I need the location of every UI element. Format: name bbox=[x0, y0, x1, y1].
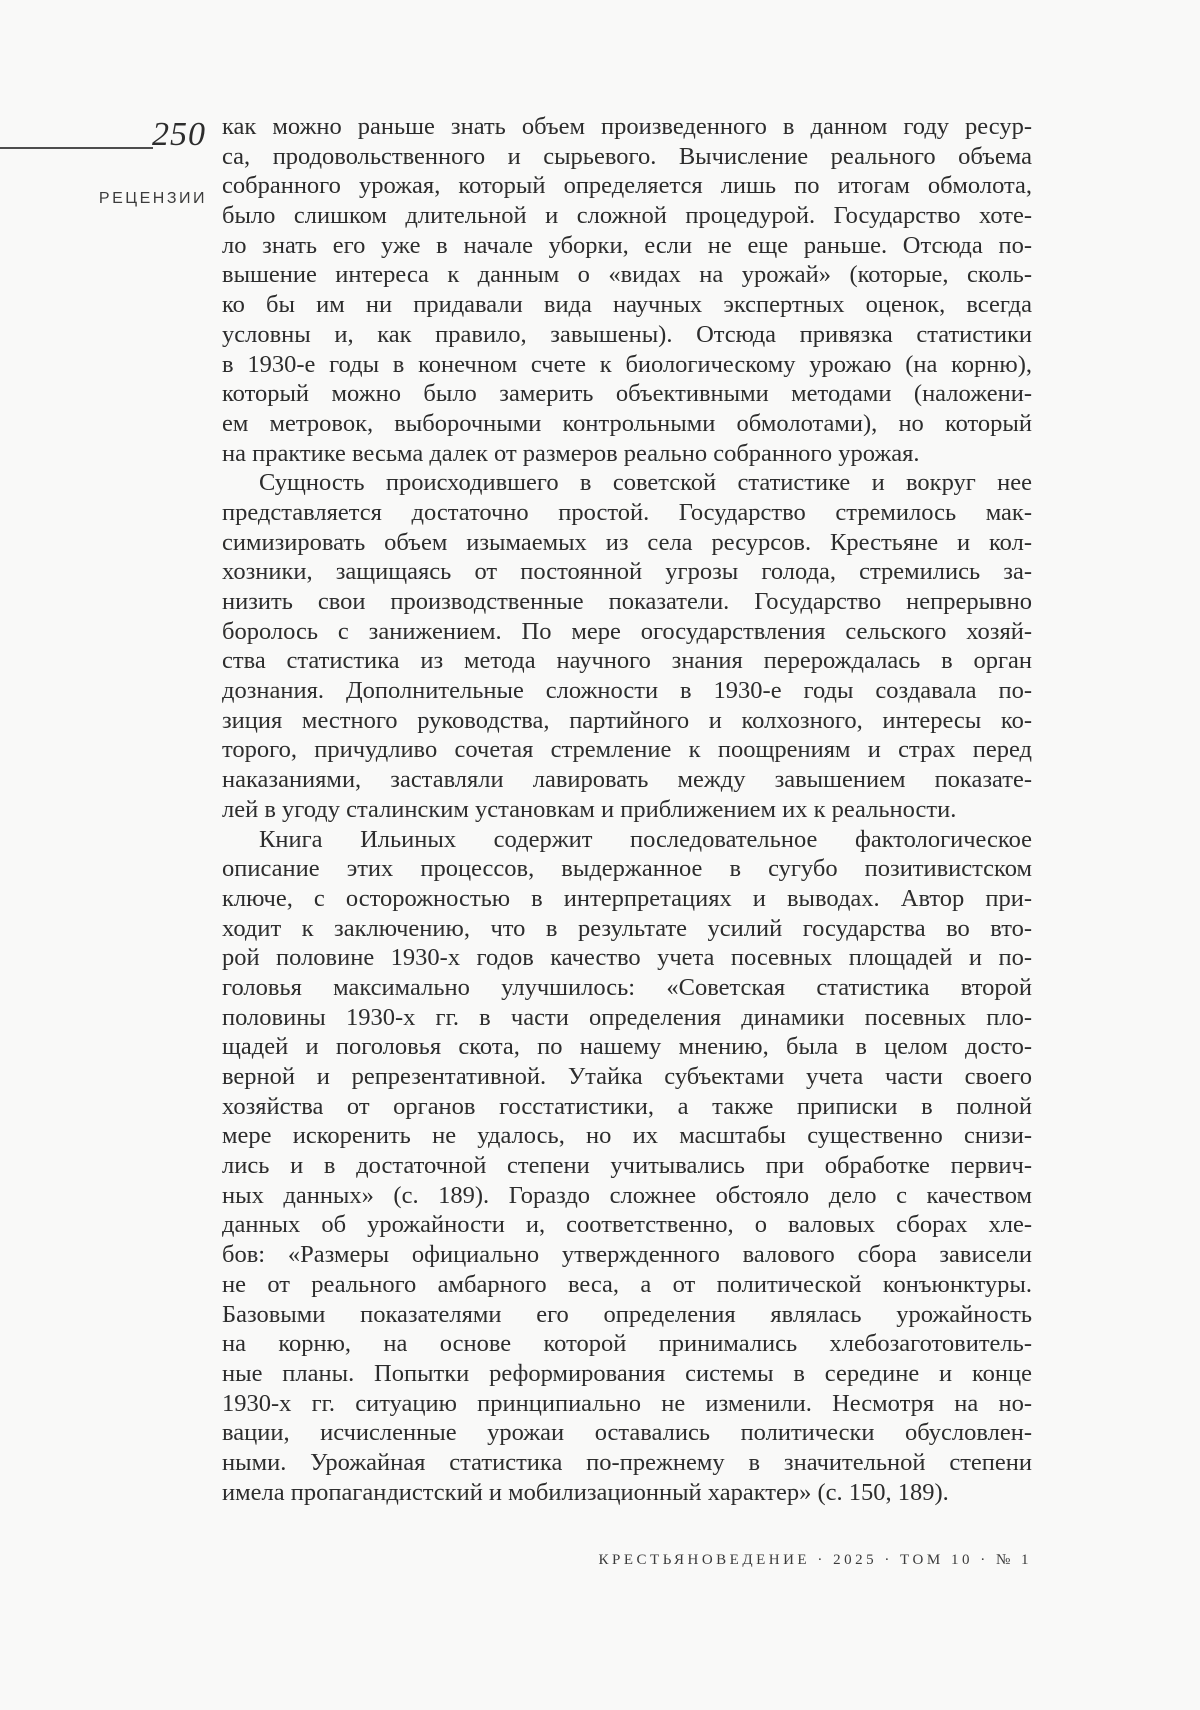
text-line: на практике весьма далек от размеров реально собранного урожая. bbox=[222, 439, 920, 467]
text-line: имела пропагандистский и мобилизационный характер» (с. 150, 189). bbox=[222, 1478, 949, 1506]
page-number: 250 bbox=[152, 116, 206, 153]
journal-footer: КРЕСТЬЯНОВЕДЕНИЕ · 2025 · ТОМ 10 · № 1 bbox=[598, 1552, 1032, 1568]
text-line: ло знать его уже в начале уборки, если не еще раньше. Отсюда по- bbox=[222, 231, 1032, 259]
text-line: ко бы им ни придавали вида научных экспертных оценок, всегда bbox=[222, 291, 1032, 319]
text-line: как можно раньше знать объем произведенного в данном году ресур- bbox=[222, 113, 1032, 140]
text-line: собранного урожая, который определяется лишь по итогам обмолота, bbox=[222, 172, 1032, 200]
text-line: описание этих процессов, выдержанное в сугубо позитивистском bbox=[222, 855, 1032, 883]
text-line: головья максимально улучшилось: «Советская статистика второй bbox=[222, 973, 1032, 1001]
text-line: боролось с занижением. По мере огосударствления сельского хозяй- bbox=[222, 617, 1032, 645]
paragraph bbox=[222, 112, 1032, 468]
text-line: не от реального амбарного веса, а от политической конъюнктуры. bbox=[222, 1270, 1032, 1298]
text-line: ходит к заключению, что в результате усилий государства во вто- bbox=[222, 914, 1032, 942]
text-line: верной и репрезентативной. Утайка субъектами учета части своего bbox=[222, 1063, 1032, 1090]
text-line: низить свои производственные показатели. Государство непрерывно bbox=[222, 588, 1032, 615]
text-line: ключе, с осторожностью в интерпретациях и выводах. Автор при- bbox=[222, 884, 1032, 912]
text-line: дознания. Дополнительные сложности в 1930-е годы создавала по- bbox=[222, 677, 1032, 705]
text-line: щадей и поголовья скота, по нашему мнению, была в целом досто- bbox=[222, 1033, 1032, 1061]
text-line: мере искоренить не удалось, но их масштабы существенно снизи- bbox=[222, 1122, 1032, 1150]
text-line: ными. Урожайная статистика по-прежнему в значительной степени bbox=[222, 1448, 1032, 1476]
paragraph bbox=[222, 468, 1032, 824]
text-line: наказаниями, заставляли лавировать между завышением показате- bbox=[222, 766, 1032, 794]
text-line: в 1930-е годы в конечном счете к биологическому урожаю (на корню), bbox=[222, 350, 1032, 378]
text-line: условны и, как правило, завышены). Отсюда привязка статистики bbox=[222, 320, 1032, 348]
text-line: ные планы. Попытки реформирования системы в середине и конце bbox=[222, 1359, 1032, 1387]
text-line: ства статистика из метода научного знания перерождалась в орган bbox=[222, 647, 1032, 675]
text-line: рой половине 1930-х годов качество учета посевных площадей и по- bbox=[222, 944, 1032, 972]
text-line: вации, исчисленные урожаи оставались политически обусловлен- bbox=[222, 1419, 1032, 1447]
running-head-section-label: РЕЦЕНЗИИ bbox=[98, 190, 207, 207]
text-line: зиция местного руководства, партийного и колхозного, интересы ко- bbox=[222, 706, 1032, 734]
paragraph bbox=[222, 825, 1032, 1508]
text-line: хозники, защищаясь от постоянной угрозы голода, стремились за- bbox=[222, 558, 1032, 586]
text-line: хозяйства от органов госстатистики, а также приписки в полной bbox=[222, 1092, 1032, 1120]
text-line: который можно было замерить объективными методами (наложени- bbox=[222, 380, 1032, 408]
text-line: было слишком длительной и сложной процедурой. Государство хоте- bbox=[222, 202, 1032, 230]
text-line: лей в угоду сталинским установкам и приближением их к реальности. bbox=[222, 795, 957, 823]
text-line: торого, причудливо сочетая стремление к поощрениям и страх перед bbox=[222, 736, 1032, 764]
text-line: ных данных» (с. 189). Гораздо сложнее обстояло дело с качеством bbox=[222, 1181, 1032, 1209]
text-line: симизировать объем изымаемых из села ресурсов. Крестьяне и кол- bbox=[222, 528, 1032, 556]
text-line: лись и в достаточной степени учитывались при обработке первич- bbox=[222, 1152, 1032, 1180]
text-line: половины 1930-х гг. в части определения динамики посевных пло- bbox=[222, 1003, 1032, 1031]
text-line: Сущность происходившего в советской статистике и вокруг нее bbox=[259, 469, 1032, 497]
text-line: представляется достаточно простой. Государство стремилось мак- bbox=[222, 498, 1032, 526]
text-line: данных об урожайности и, соответственно, о валовых сборах хле- bbox=[222, 1211, 1032, 1239]
text-line: Книга Ильиных содержит последовательное фактологическое bbox=[259, 825, 1032, 853]
text-line: вышение интереса к данным о «видах на урожай» (которые, сколь- bbox=[222, 261, 1032, 289]
text-line: ем метровок, выборочными контрольными обмолотами), но который bbox=[222, 409, 1032, 437]
text-line: бов: «Размеры официально утвержденного валового сбора зависели bbox=[222, 1241, 1032, 1269]
text-line: на корню, на основе которой принимались хлебозаготовитель- bbox=[222, 1330, 1032, 1358]
text-line: са, продовольственного и сырьевого. Вычисление реального объема bbox=[222, 142, 1032, 170]
text-line: Базовыми показателями его определения являлась урожайность bbox=[222, 1300, 1032, 1328]
body-text-block bbox=[222, 112, 1032, 1507]
text-line: 1930-х гг. ситуацию принципиально не изменили. Несмотря на но- bbox=[222, 1389, 1032, 1417]
